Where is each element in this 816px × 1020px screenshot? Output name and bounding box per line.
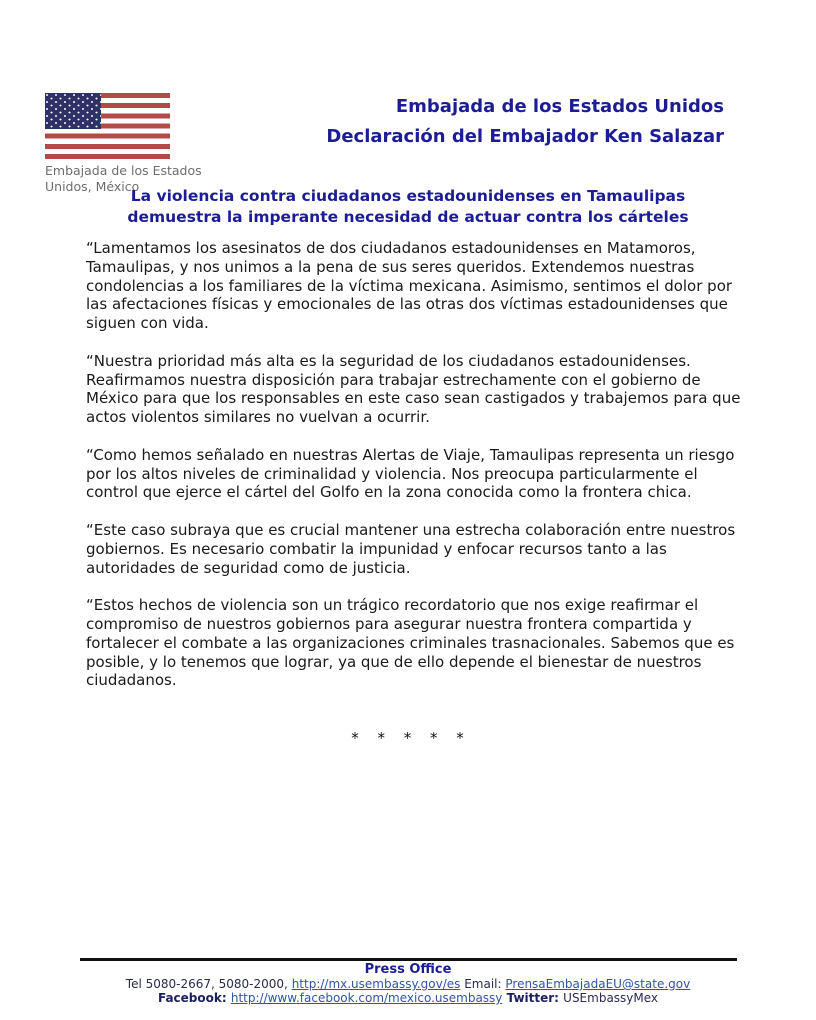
footer-email-label: Email: <box>460 977 506 991</box>
footer-tel-text: Tel 5080-2667, 5080-2000, <box>125 977 292 991</box>
letterhead-line1: Embajada de los Estados Unidos <box>395 96 724 117</box>
footer-social-line <box>0 991 816 1005</box>
logo-caption-line2: Unidos, México <box>45 179 140 194</box>
paragraph-3: “Como hemos señalado en nuestras Alertas de Viaje, Tamaulipas representa un riesgo por los altos niveles de criminalidad y violencia. Nos preocupa particularmente el control que ejerce el cártel del Golfo en la zona conocida como la frontera chica. <box>86 445 735 502</box>
twitter-handle: USEmbassyMex <box>563 991 659 1005</box>
statement-title <box>0 186 816 228</box>
us-flag-icon <box>45 93 170 159</box>
paragraph-1: “Lamentamos los asesinatos de dos ciudadanos estadounidenses en Matamoros, Tamaulipas, y nos unimos a la pena de sus seres queridos. Extendemos nuestras condolencias a los familiares de la víctima mexicana. Asimismo, sentimos el dolor por las afectaciones físicas y emocionales de las otras dos víctimas estadounidenses que siguen con vida. <box>86 239 733 333</box>
statement-title-line1: La violencia contra ciudadanos estadounidenses en Tamaulipas <box>130 187 686 205</box>
flag-canton-stars <box>45 93 101 129</box>
asterisk-separator: * * * * * <box>351 729 465 747</box>
statement-title-line2: demuestra la imperante necesidad de actuar contra los cárteles <box>127 208 689 226</box>
footer-divider-line <box>80 958 737 961</box>
statement-body <box>86 239 741 709</box>
paragraph-5: “Estos hechos de violencia son un trágico recordatorio que nos exige reafirmar el compromiso de nuestros gobiernos para asegurar nuestra frontera compartida y fortalecer el combate a las organizaciones criminales trasnacionales. Sabemos que es posible, y lo tenemos que lograr, ya que de ello depende el bienestar de nuestros ciudadanos. <box>86 596 735 690</box>
logo-caption-line1: Embajada de los Estados <box>45 163 202 178</box>
twitter-label: Twitter: <box>502 991 564 1005</box>
press-email-link[interactable]: PrensaEmbajadaEU@state.gov <box>505 977 691 991</box>
letterhead <box>326 92 724 152</box>
paragraph-4: “Este caso subraya que es crucial mantener una estrecha colaboración entre nuestros gobiernos. Es necesario combatir la impunidad y enfocar recursos tanto a las autoridades de seguridad como de justicia. <box>86 520 736 577</box>
letterhead-line2: Declaración del Embajador Ken Salazar <box>326 126 724 147</box>
embassy-website-link[interactable]: http://mx.usembassy.gov/es <box>291 977 461 991</box>
footer-title: Press Office <box>364 962 452 977</box>
paragraph-2: “Nuestra prioridad más alta es la seguridad de los ciudadanos estadounidenses. Reafirmamos nuestra disposición para trabajar estrechamente con el gobierno de México para que los responsables en este caso sean castigados y trabajemos para que actos violentos similares no vuelvan a ocurrir. <box>86 351 741 427</box>
facebook-link[interactable]: http://www.facebook.com/mexico.usembassy <box>230 991 503 1005</box>
facebook-label: Facebook: <box>157 991 231 1005</box>
footer-contact-line <box>0 977 816 991</box>
